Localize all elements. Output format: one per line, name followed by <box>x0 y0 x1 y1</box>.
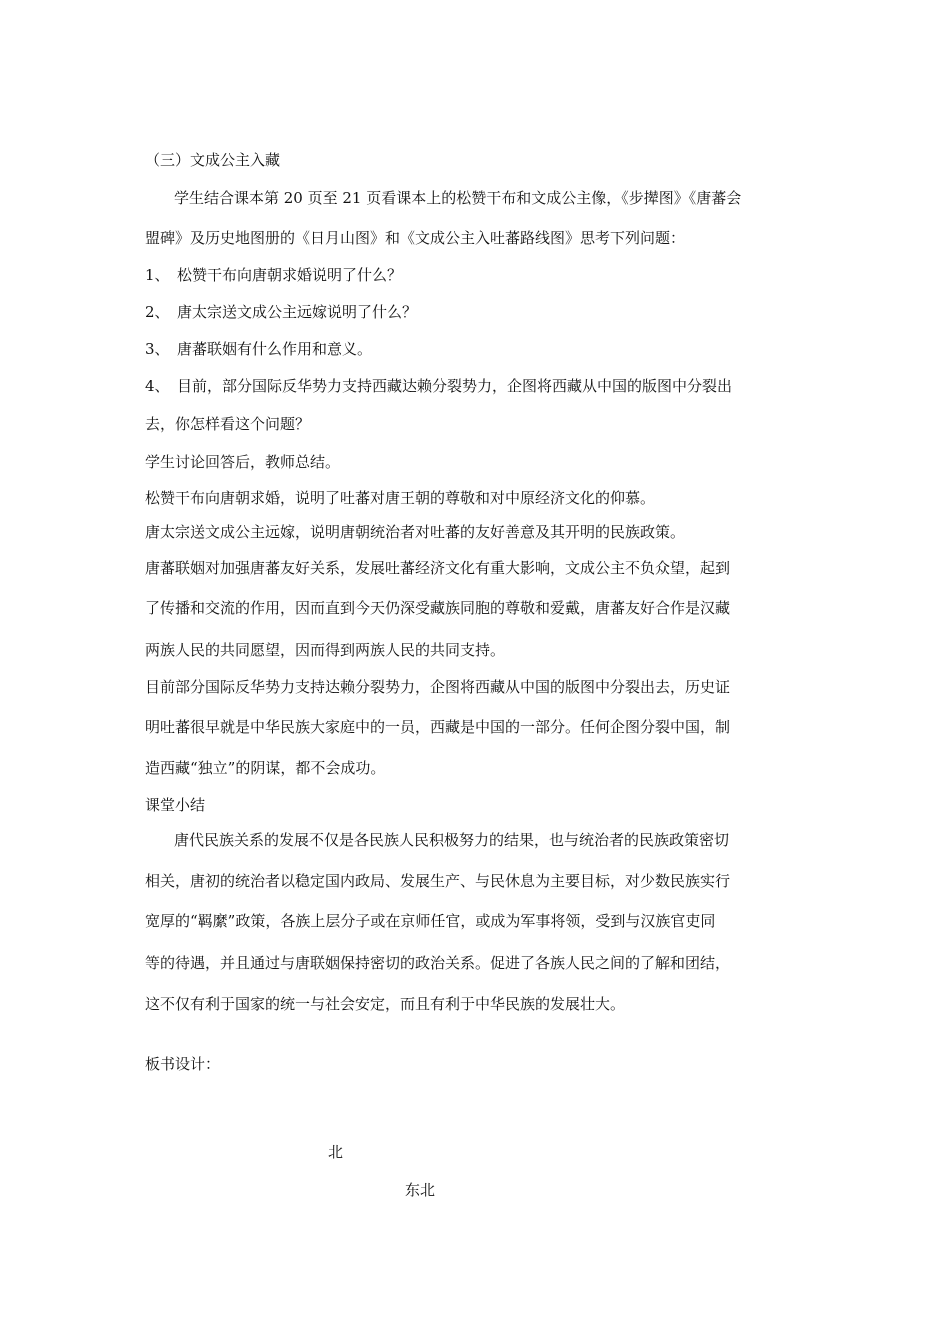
question-text: 唐太宗送文成公主远嫁说明了什么？ <box>177 303 418 321</box>
question-number: 4、 <box>145 377 170 395</box>
answer-line-2: 唐太宗送文成公主远嫁，说明唐朝统治者对吐蕃的友好善意及其开明的民族政策。 <box>145 523 686 541</box>
question-number: 3、 <box>145 340 170 358</box>
board-label-northeast: 东北 <box>405 1181 436 1199</box>
intro-line-2: 盟碑》及历史地图册的《日月山图》和《文成公主入吐蕃路线图》思考下列问题： <box>145 229 686 247</box>
answer-line-3: 唐蕃联姻对加强唐蕃友好关系，发展吐蕃经济文化有重大影响，文成公主不负众望，起到 <box>145 559 731 577</box>
answer-line-1: 松赞干布向唐朝求婚，说明了吐蕃对唐王朝的尊敬和对中原经济文化的仰慕。 <box>145 489 656 507</box>
question-number: 1、 <box>145 266 170 284</box>
board-label-north: 北 <box>328 1143 344 1161</box>
question-1 <box>145 265 402 285</box>
question-4-continuation: 去，你怎样看这个问题？ <box>145 415 311 433</box>
answer-line-7: 明吐蕃很早就是中华民族大家庭中的一员，西藏是中国的一部分。任何企图分裂中国，制 <box>145 718 731 736</box>
answer-line-4: 了传播和交流的作用，因而直到今天仍深受藏族同胞的尊敬和爱戴，唐蕃友好合作是汉藏 <box>145 599 731 617</box>
board-heading: 板书设计： <box>145 1055 221 1073</box>
question-text: 唐蕃联姻有什么作用和意义。 <box>177 340 373 358</box>
question-2 <box>145 302 417 322</box>
answer-line-6: 目前部分国际反华势力支持达赖分裂势力，企图将西藏从中国的版图中分裂出去，历史证 <box>145 678 731 696</box>
question-text: 目前，部分国际反华势力支持西藏达赖分裂势力，企图将西藏从中国的版图中分裂出 <box>177 377 733 395</box>
summary-line-4: 等的待遇，并且通过与唐联姻保持密切的政治关系。促进了各族人民之间的了解和团结， <box>145 954 731 972</box>
question-number: 2、 <box>145 303 170 321</box>
answer-line-8: 造西藏“独立”的阴谋，都不会成功。 <box>145 759 386 777</box>
summary-line-2: 相关，唐初的统治者以稳定国内政局、发展生产、与民休息为主要目标，对少数民族实行 <box>145 872 731 890</box>
summary-line-5: 这不仅有利于国家的统一与社会安定，而且有利于中华民族的发展壮大。 <box>145 995 626 1013</box>
section-heading: （三）文成公主入藏 <box>145 151 281 169</box>
summary-line-3: 宽厚的“羁縻”政策，各族上层分子或在京师任官，或成为军事将领，受到与汉族官吏同 <box>145 912 716 930</box>
summary-heading: 课堂小结 <box>145 796 206 814</box>
question-text: 松赞干布向唐朝求婚说明了什么？ <box>177 266 403 284</box>
summary-line-1: 唐代民族关系的发展不仅是各民族人民积极努力的结果，也与统治者的民族政策密切 <box>174 831 730 849</box>
answer-line-5: 两族人民的共同愿望，因而得到两族人民的共同支持。 <box>145 641 506 659</box>
discussion-note: 学生讨论回答后，教师总结。 <box>145 453 341 471</box>
question-4 <box>145 376 732 396</box>
question-3 <box>145 339 372 359</box>
intro-line-1: 学生结合课本第 20 页至 21 页看课本上的松赞干布和文成公主像，《步撵图》《唐蕃会 <box>174 189 742 207</box>
